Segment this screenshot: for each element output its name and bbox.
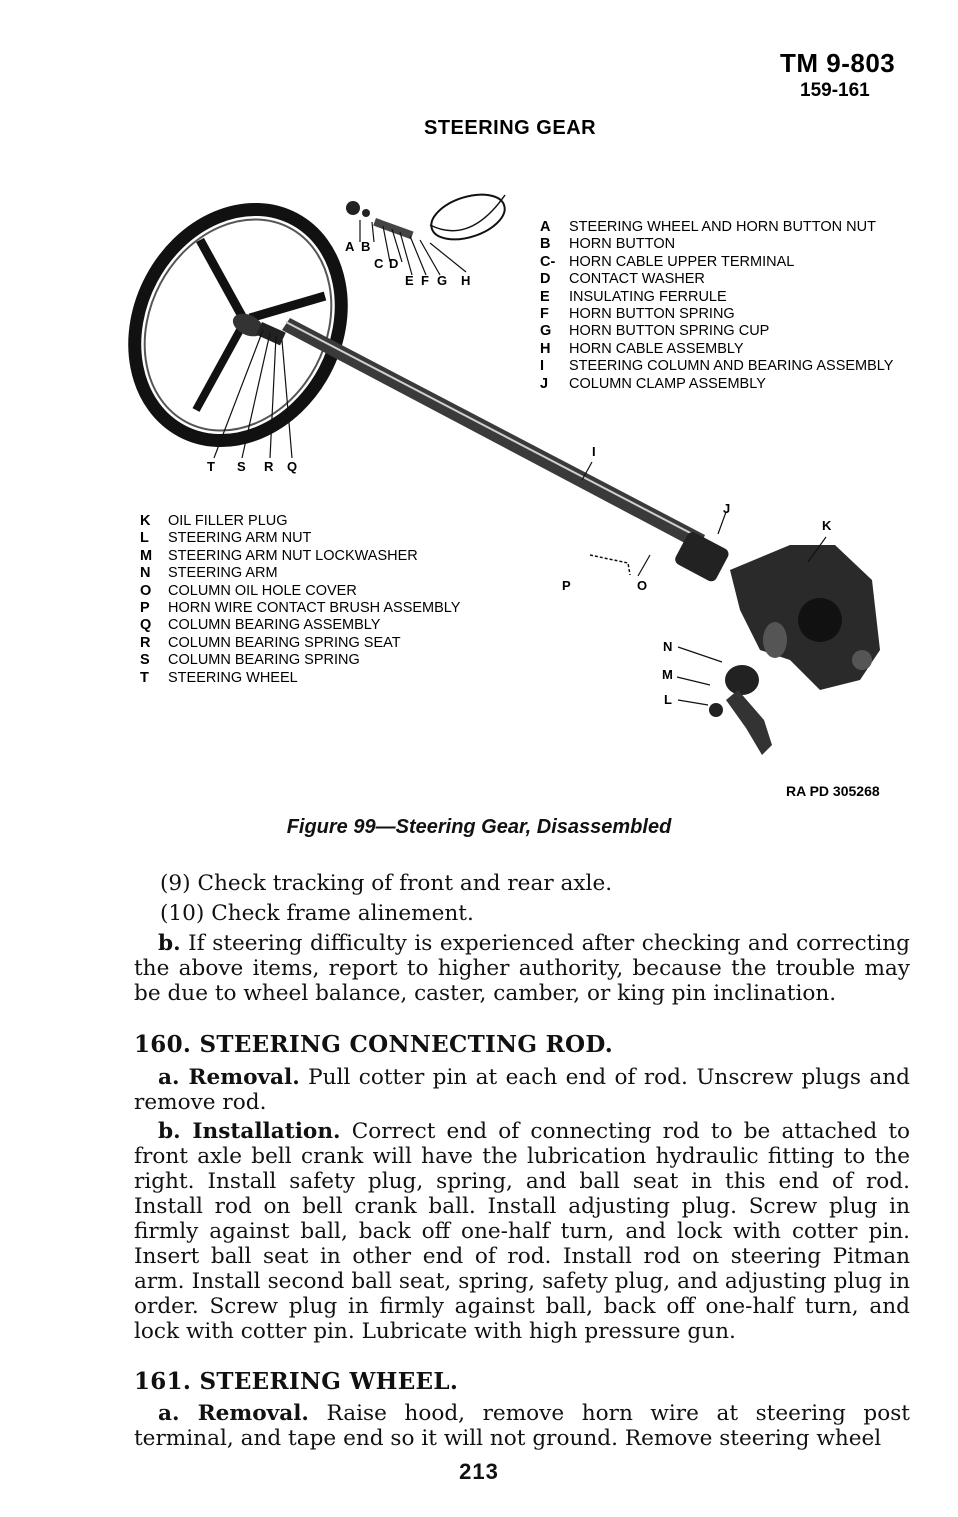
paragraph-label: a. Removal. [158, 1065, 300, 1090]
legend-item: P HORN WIRE CONTACT BRUSH ASSEMBLY [140, 600, 461, 617]
callout-o: O [637, 578, 648, 593]
paragraph-161a [134, 1401, 910, 1451]
legend-item: K OIL FILLER PLUG [140, 513, 288, 529]
callout-s: S [237, 459, 246, 474]
section-heading-160: 160. STEERING CONNECTING ROD. [134, 1031, 614, 1058]
legend-item: B HORN BUTTON [540, 236, 676, 253]
callout-c: C [374, 256, 384, 271]
legend-item: Q COLUMN BEARING ASSEMBLY [140, 617, 381, 634]
legend-item: A STEERING WHEEL AND HORN BUTTON NUT [540, 219, 876, 235]
legend-item: F HORN BUTTON SPRING [540, 306, 735, 323]
legend-left [140, 513, 460, 687]
callout-i: I [592, 444, 596, 459]
item-9: (9) Check tracking of front and rear axle. [160, 871, 613, 896]
callout-d: D [389, 256, 399, 271]
callout-a: A [345, 239, 355, 254]
legend-item: T STEERING WHEEL [140, 669, 298, 686]
steering-arm [726, 690, 772, 755]
callout-k: K [822, 518, 832, 533]
legend-item: N STEERING ARM [140, 565, 278, 582]
callout-h: H [461, 273, 471, 288]
section-numbers: 159-161 [800, 80, 870, 101]
column-bearing-parts [256, 322, 285, 345]
callout-b: B [361, 239, 371, 254]
paragraph-160a [134, 1065, 910, 1115]
legend-item: I STEERING COLUMN AND BEARING ASSEMBLY [540, 358, 894, 375]
legend-item: R COLUMN BEARING SPRING SEAT [140, 634, 401, 651]
paragraph-label: b. [158, 931, 181, 956]
legend-item: H HORN CABLE ASSEMBLY [540, 340, 744, 357]
legend-item: D CONTACT WASHER [540, 271, 705, 288]
callout-t: T [207, 459, 215, 474]
figure-caption: Figure 99—Steering Gear, Disassembled [286, 816, 672, 838]
callout-q: Q [287, 459, 298, 474]
legend-item: J COLUMN CLAMP ASSEMBLY [540, 375, 766, 392]
horn-cable-loop [426, 186, 511, 248]
spoke-right [250, 296, 325, 318]
item-10: (10) Check frame alinement. [160, 901, 474, 926]
legend-item: E INSULATING FERRULE [540, 288, 727, 305]
spoke-lower [196, 330, 240, 410]
legend-item: C- HORN CABLE UPPER TERMINAL [540, 253, 795, 270]
legend-top [540, 219, 893, 393]
paragraph-label: a. Removal. [158, 1401, 309, 1426]
legend-item: M STEERING ARM NUT LOCKWASHER [140, 547, 418, 564]
callout-p: P [562, 578, 571, 593]
callout-m: M [662, 667, 673, 682]
paragraph-text: Raise hood, remove horn wire at steering post terminal, and tape end so it will not ground. Remove steering wheel [134, 1401, 910, 1451]
paragraph-label: b. Installation. [158, 1119, 341, 1144]
callout-f: F [421, 273, 429, 288]
steering-arm-nut [709, 703, 723, 717]
section-heading-161: 161. STEERING WHEEL. [134, 1368, 459, 1395]
legend-item: O COLUMN OIL HOLE COVER [140, 582, 357, 599]
paragraph-b [134, 931, 910, 1006]
paragraph-text: Correct end of connecting rod to be attached to front axle bell crank will have the lubrication hydraulic fitting to the right. Install safety plug, spring, and ball seat in this end of rod. Install rod on bell crank ball. Install adjusting plug. Screw plug in firmly against ball, back off one-half turn, and lock with cotter pin. Insert ball seat in other end of rod. Install rod on steering Pitman arm. Install second ball seat, spring, safety plug, and adjusting plug in order. Screw plug in firmly against ball, back off one-half turn, and lock with cotter pin. Lubricate with high pressure gun. [134, 1119, 910, 1344]
callout-l: L [664, 692, 672, 707]
legend-item: G HORN BUTTON SPRING CUP [540, 323, 770, 340]
callout-j: J [723, 501, 731, 516]
callout-g: G [437, 273, 448, 288]
tm-number: TM 9-803 [780, 48, 896, 78]
paragraph-160b [134, 1119, 910, 1344]
page-number: 213 [459, 1459, 499, 1484]
paragraph-text: If steering difficulty is experienced after checking and correcting the above items, report to higher authority, because the trouble may be due to wheel balance, caster, camber, or king pin inclination. [134, 931, 910, 1006]
legend-item: S COLUMN BEARING SPRING [140, 652, 360, 669]
horn-wire-brush [590, 555, 630, 575]
spoke-upper [200, 240, 243, 318]
ra-number: RA PD 305268 [786, 783, 880, 799]
callout-e: E [405, 273, 414, 288]
legend-item: L STEERING ARM NUT [140, 530, 312, 547]
callout-r: R [264, 459, 274, 474]
callout-n: N [663, 639, 673, 654]
steering-arm-hub [725, 665, 759, 695]
paragraph-text: Pull cotter pin at each end of rod. Unscrew plugs and remove rod. [134, 1065, 910, 1115]
page-title: STEERING GEAR [424, 117, 597, 139]
